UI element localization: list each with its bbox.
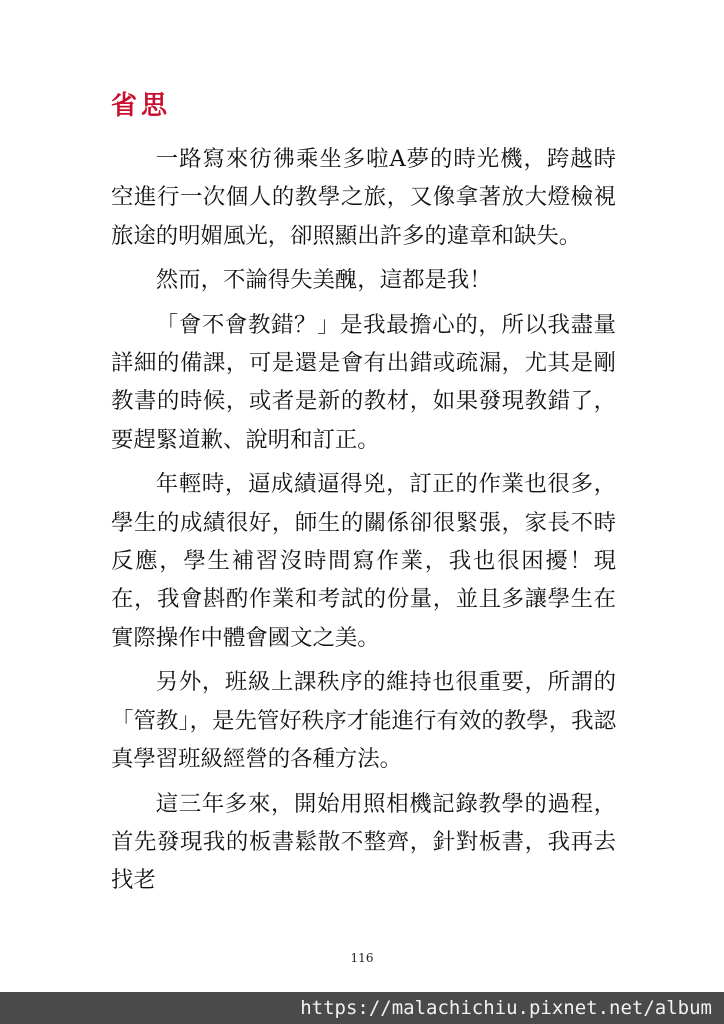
page-number: 116 [350,951,374,965]
paragraph-1: 一路寫來彷彿乘坐多啦A夢的時光機，跨越時空進行一次個人的教學之旅，又像拿著放大燈檢視旅途的明媚風光，卻照顯出許多的違章和缺失。 [111,146,616,249]
paragraph-3: 「會不會教錯？」是我最擔心的，所以我盡量詳細的備課，可是還是會有出錯或疏漏，尤其是剛教書的時候，或者是新的教材，如果發現教錯了，要趕緊道歉、說明和訂正。 [111,311,616,453]
paragraph-4: 年輕時，逼成績逼得兇，訂正的作業也很多，學生的成績很好，師生的關係卻很緊張，家長不時反應，學生補習沒時間寫作業，我也很困擾！現在，我會斟酌作業和考試的份量，並且多讓學生在實際操作中體會國文之美。 [111,471,616,651]
paragraph-6: 這三年多來，開始用照相機記錄教學的過程，首先發現我的板書鬆散不整齊，針對板書，我再去找老 [111,790,616,894]
body-text [111,140,616,900]
paragraph-5: 另外，班級上課秩序的維持也很重要，所謂的「管教」，是先管好秩序才能進行有效的教學，我認真學習班級經營的各種方法。 [111,669,616,773]
paragraph-2: 然而，不論得失美醜，這都是我！ [155,267,492,294]
watermark-url-bar: https://malachichiu.pixnet.net/album [0,992,724,1024]
section-heading: 省思 [111,91,172,121]
